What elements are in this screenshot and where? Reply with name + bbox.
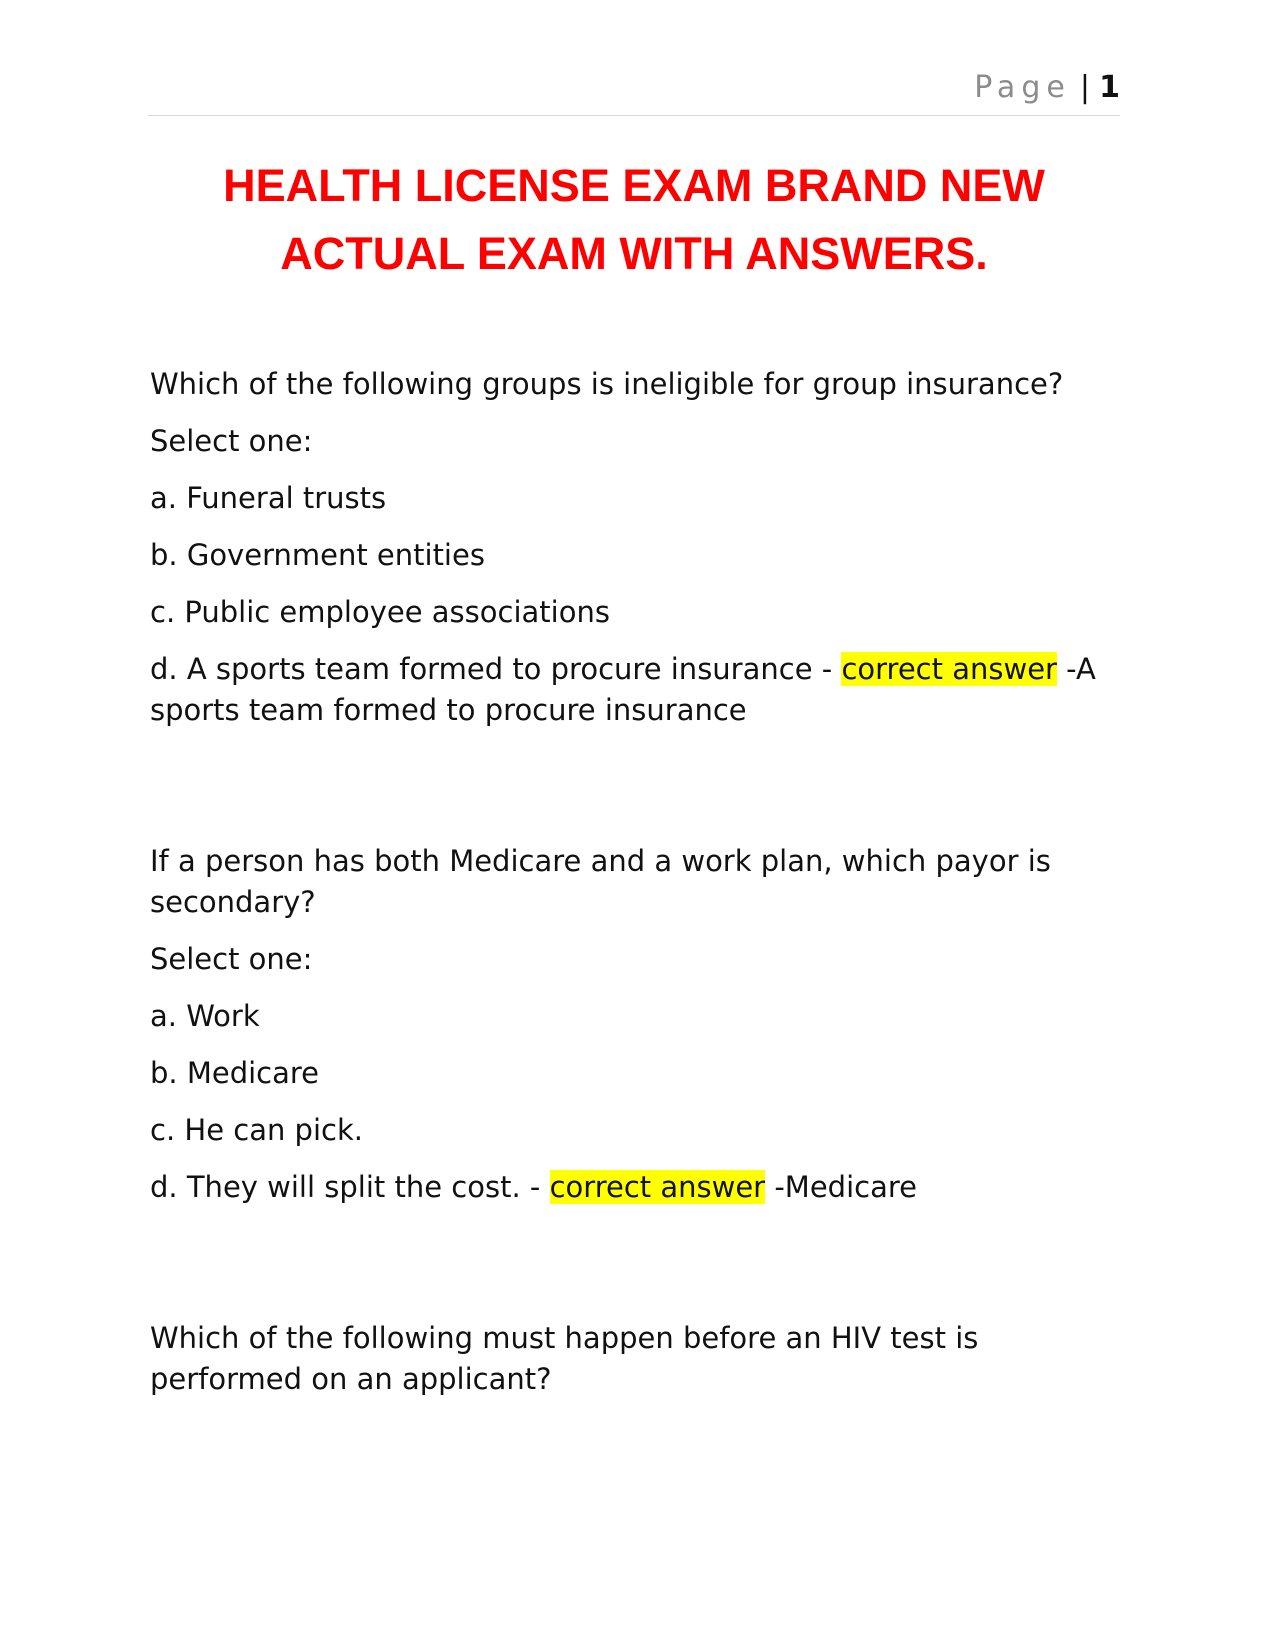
document-body — [150, 364, 1110, 1416]
option-d-text: d. A sports team formed to procure insurance - — [150, 652, 842, 686]
option-b: b. Medicare — [150, 1056, 320, 1090]
correct-answer-text: -Medicare — [765, 1170, 917, 1204]
option-d — [150, 1167, 1110, 1208]
question-text: If a person has both Medicare and a work plan, which payor is secondary? — [150, 844, 1051, 919]
option-d-text: d. They will split the cost. - — [150, 1170, 550, 1204]
option-c: c. He can pick. — [150, 1113, 363, 1147]
question-text: Which of the following groups is ineligible for group insurance? — [150, 367, 1064, 401]
select-label: Select one: — [150, 424, 313, 458]
question-1 — [150, 364, 1110, 731]
question-3 — [150, 1318, 1110, 1400]
page-separator: | — [1079, 70, 1091, 105]
page-number: 1 — [1099, 70, 1120, 105]
question-2 — [150, 841, 1110, 1208]
correct-answer-marker: correct answer — [841, 652, 1057, 686]
option-a: a. Work — [150, 999, 260, 1033]
select-label: Select one: — [150, 942, 313, 976]
option-c: c. Public employee associations — [150, 595, 610, 629]
document-title — [148, 152, 1120, 288]
title-line-1: HEALTH LICENSE EXAM BRAND NEW — [223, 160, 1045, 211]
page-header — [148, 70, 1120, 116]
correct-answer-text: -A sports team formed to procure insurance — [150, 652, 1096, 727]
option-b: b. Government entities — [150, 538, 485, 572]
option-d — [150, 649, 1110, 731]
correct-answer-marker: correct answer — [549, 1170, 766, 1204]
title-line-2: ACTUAL EXAM WITH ANSWERS. — [280, 228, 988, 279]
option-a: a. Funeral trusts — [150, 481, 387, 515]
question-text: Which of the following must happen before an HIV test is performed on an applicant? — [150, 1321, 979, 1396]
page-label: Page — [974, 70, 1071, 105]
